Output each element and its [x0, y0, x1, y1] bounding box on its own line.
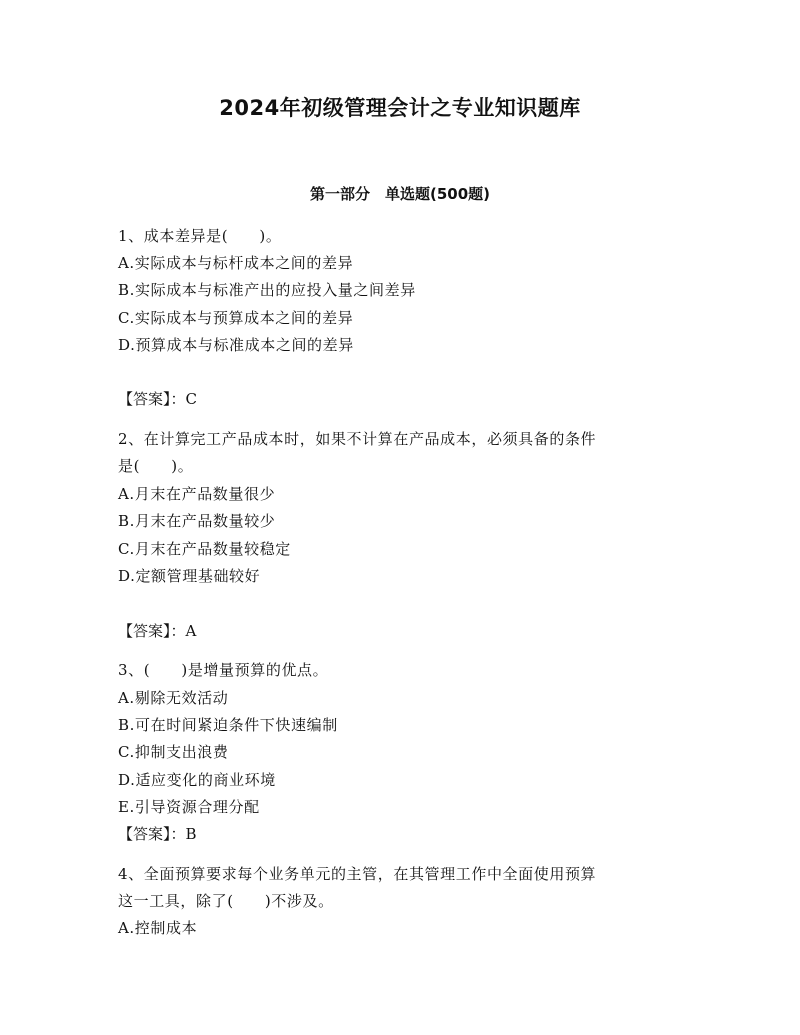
question-3-option-c: C.抑制支出浪费 — [118, 743, 229, 761]
question-1-stem: 1、成本差异是( )。 — [118, 227, 282, 245]
question-2-option-b: B.月末在产品数量较少 — [118, 512, 276, 530]
question-2-stem-line-2: 是( )。 — [118, 457, 194, 475]
answer-label: 【答案】： — [118, 622, 186, 640]
answer-value: C — [185, 390, 198, 408]
question-3-option-a: A.剔除无效活动 — [118, 689, 229, 707]
answer-value: B — [185, 825, 198, 843]
question-2-answer — [118, 621, 197, 641]
question-3-option-d: D.适应变化的商业环境 — [118, 771, 276, 789]
question-1-answer — [118, 389, 198, 409]
question-1-option-b: B.实际成本与标准产出的应投入量之间差异 — [118, 281, 416, 299]
question-3-answer — [118, 824, 197, 844]
document-title: 2024年初级管理会计之专业知识题库 — [219, 96, 581, 120]
question-1-option-a: A.实际成本与标杆成本之间的差异 — [118, 254, 354, 272]
answer-label: 【答案】： — [118, 390, 186, 408]
question-4-option-a: A.控制成本 — [118, 919, 198, 937]
question-2-option-d: D.定额管理基础较好 — [118, 567, 261, 585]
question-4-stem-line-2: 这一工具，除了( )不涉及。 — [118, 892, 334, 910]
question-3-stem: 3、( )是增量预算的优点。 — [118, 661, 329, 679]
answer-label: 【答案】： — [118, 825, 186, 843]
question-3-option-e: E.引导资源合理分配 — [118, 798, 260, 816]
question-2-stem-line-1: 2、在计算完工产品成本时，如果不计算在产品成本，必须具备的条件 — [118, 430, 597, 448]
section-heading: 第一部分 单选题(500题) — [309, 185, 491, 203]
question-1-option-c: C.实际成本与预算成本之间的差异 — [118, 309, 354, 327]
question-3-option-b: B.可在时间紧迫条件下快速编制 — [118, 716, 338, 734]
question-2-option-a: A.月末在产品数量很少 — [118, 485, 276, 503]
question-1-option-d: D.预算成本与标准成本之间的差异 — [118, 336, 354, 354]
question-2-option-c: C.月末在产品数量较稳定 — [118, 540, 291, 558]
answer-value: A — [185, 622, 197, 640]
question-4-stem-line-1: 4、全面预算要求每个业务单元的主管，在其管理工作中全面使用预算 — [118, 865, 597, 883]
